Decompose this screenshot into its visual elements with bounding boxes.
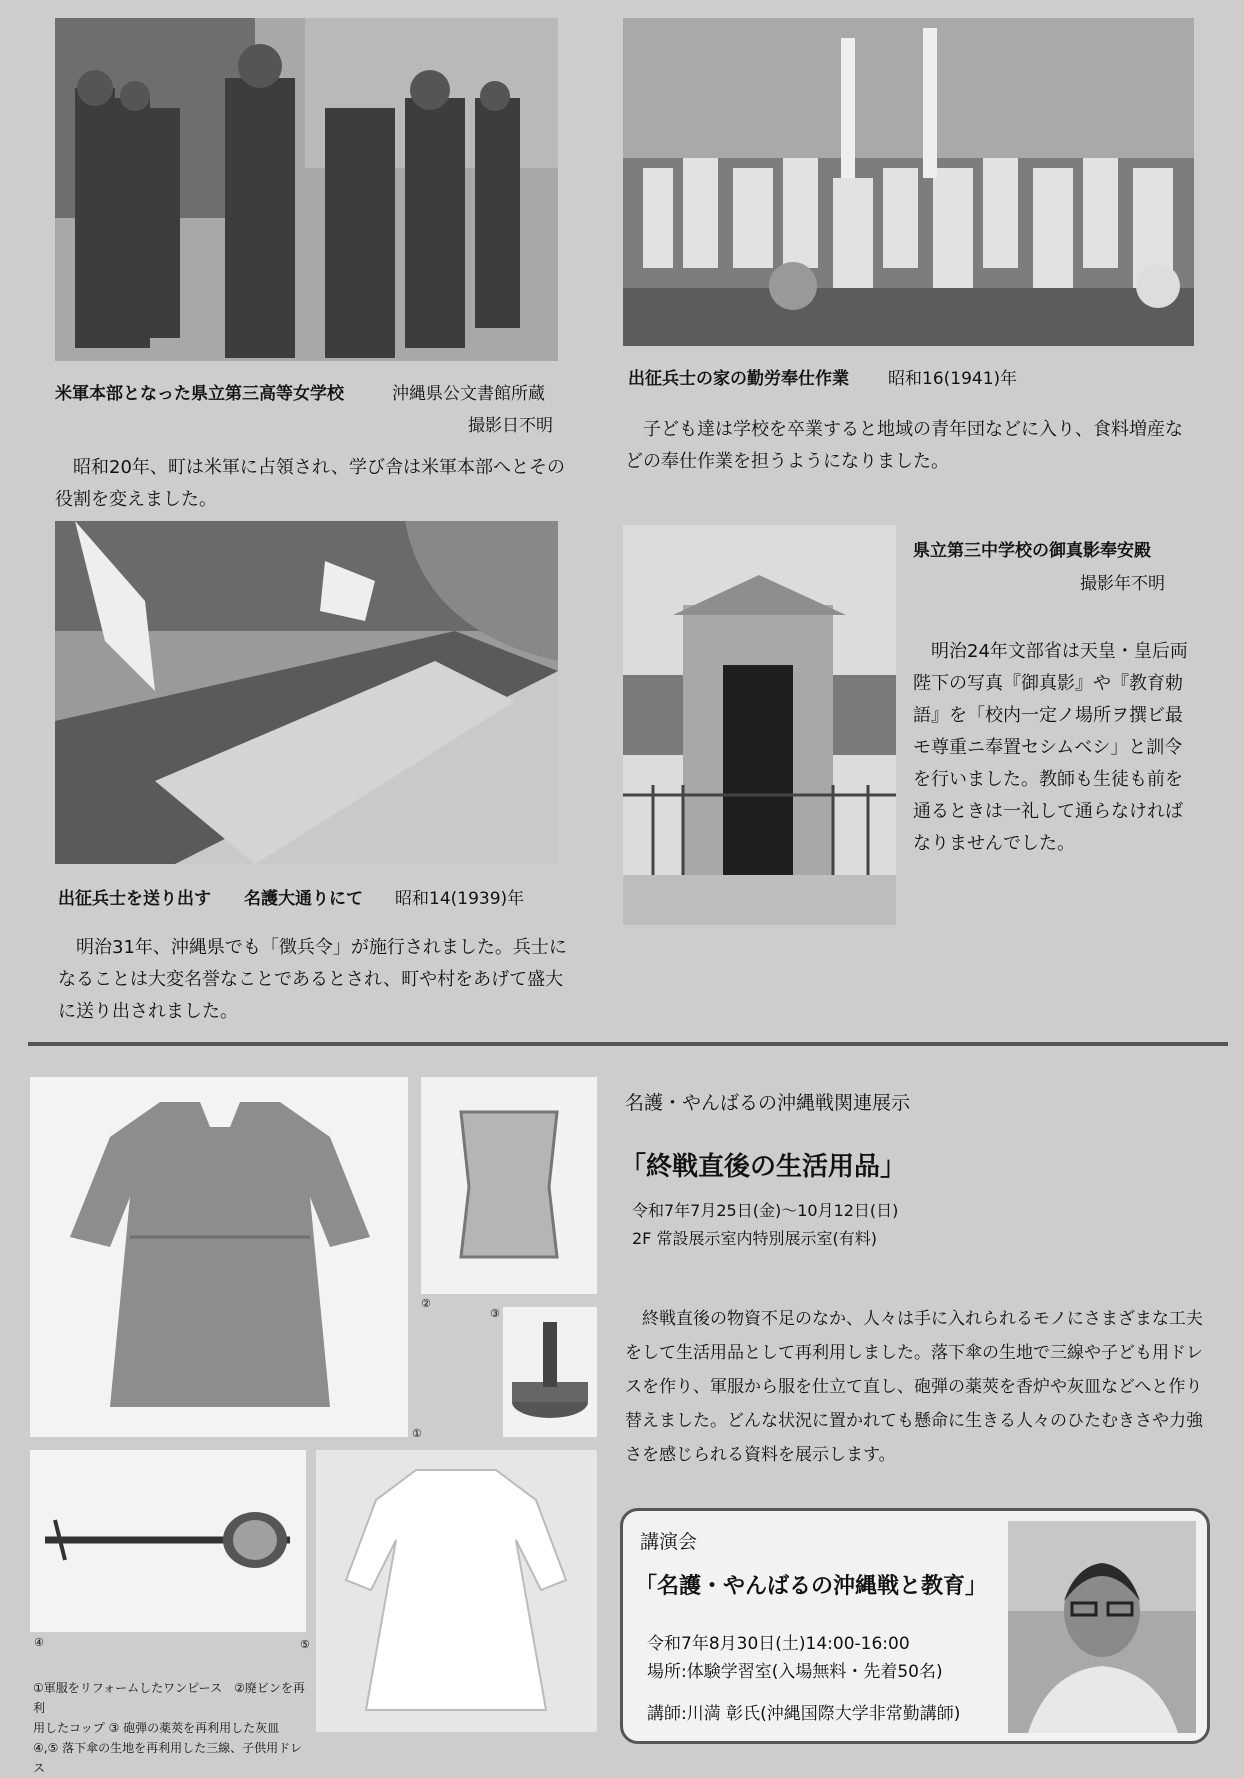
exhibit-venue: 2F 常設展示室内特別展示室(有料) xyxy=(632,1229,877,1248)
lecture-datetime: 令和7年8月30日(土)14:00-16:00 xyxy=(647,1634,910,1654)
legend-line-2: 用したコップ ③ 砲弾の薬莢を再利用した灰皿 xyxy=(33,1721,280,1735)
photo-artifact-sanshin xyxy=(30,1450,306,1632)
exhibit-body: 終戦直後の物資不足のなか、人々は手に入れられるモノにさまざまな工夫をして生活用品として再利用しました。落下傘の生地で三線や子ども用ドレスを作り、軍服から服を仕立て直し、砲弾の薬莢を香炉や灰皿などへと作り替えました。どんな状況に置かれても懸命に生きる人々のひたむきさや力強さを感じられる資料を展示します。 xyxy=(625,1309,1203,1465)
caption-p1-title: 米軍本部となった県立第三高等女学校 xyxy=(55,384,344,404)
caption-p1-body: 昭和20年、町は米軍に占領され、学び舎は米軍本部へとその役割を変えました。 xyxy=(55,457,565,510)
marker-4: ④ xyxy=(34,1636,44,1649)
caption-p3-date: 昭和14(1939)年 xyxy=(395,889,525,909)
lecture-title: 「名護・やんばるの沖縄戦と教育」 xyxy=(635,1574,988,1599)
caption-p1-date: 撮影日不明 xyxy=(468,416,553,436)
marker-1: ① xyxy=(412,1427,422,1440)
photo-hoanden xyxy=(623,525,896,925)
caption-p2-date: 昭和16(1941)年 xyxy=(888,369,1018,389)
exhibit-title: 「終戦直後の生活用品」 xyxy=(620,1152,907,1182)
photo-artifact-cup xyxy=(421,1077,597,1294)
lecture-label: 講演会 xyxy=(640,1531,698,1553)
lecture-place: 場所:体験学習室(入場無料・先着50名) xyxy=(647,1662,943,1682)
caption-p2-title: 出征兵士の家の勤労奉仕作業 xyxy=(628,369,849,389)
caption-p2-body: 子ども達は学校を卒業すると地域の青年団などに入り、食料増産などの奉仕作業を担うようになりました。 xyxy=(625,419,1183,472)
marker-5: ⑤ xyxy=(300,1638,310,1651)
exhibit-dates: 令和7年7月25日(金)〜10月12日(日) xyxy=(632,1201,899,1220)
photo-us-hq-school xyxy=(55,18,558,361)
section-divider xyxy=(28,1042,1228,1046)
photo-sending-off-soldiers xyxy=(55,521,558,864)
exhibit-subtitle: 名護・やんばるの沖縄戦関連展示 xyxy=(625,1092,911,1114)
photo-artifact-child-dress xyxy=(316,1450,597,1732)
legend-line-1: ①軍服をリフォームしたワンピース ②廃ビンを再利 xyxy=(33,1681,305,1715)
photo-artifact-dress xyxy=(30,1077,408,1437)
photo-labor-service xyxy=(623,18,1194,346)
caption-p4-date: 撮影年不明 xyxy=(1080,574,1165,594)
photo-artifact-ashtray xyxy=(503,1307,597,1437)
artifact-legend xyxy=(33,1678,313,1778)
marker-3: ③ xyxy=(490,1307,500,1320)
caption-p3-place: 名護大通りにて xyxy=(244,889,363,909)
lecture-speaker: 講師:川満 彰氏(沖縄国際大学非常勤講師) xyxy=(647,1704,961,1724)
speaker-photo xyxy=(1008,1521,1196,1733)
caption-p4-body: 明治24年文部省は天皇・皇后両陛下の写真『御真影』や『教育勅語』を「校内一定ノ場所ヲ撰ビ最モ尊重ニ奉置セシムベシ」と訓令を行いました。教師も生徒も前を通るときは一礼して通らなければなりませんでした。 xyxy=(913,641,1188,854)
legend-line-3: ④,⑤ 落下傘の生地を再利用した三線、子供用ドレス xyxy=(33,1741,303,1775)
lecture-box xyxy=(620,1508,1210,1744)
caption-p4-title: 県立第三中学校の御真影奉安殿 xyxy=(913,541,1151,561)
caption-p3-title: 出征兵士を送り出す xyxy=(58,889,211,909)
caption-p3-body: 明治31年、沖縄県でも「徴兵令」が施行されました。兵士になることは大変名誉なことであるとされ、町や村をあげて盛大に送り出されました。 xyxy=(58,937,567,1022)
marker-2: ② xyxy=(421,1297,431,1310)
caption-p1-credit: 沖縄県公文書館所蔵 xyxy=(392,384,545,404)
